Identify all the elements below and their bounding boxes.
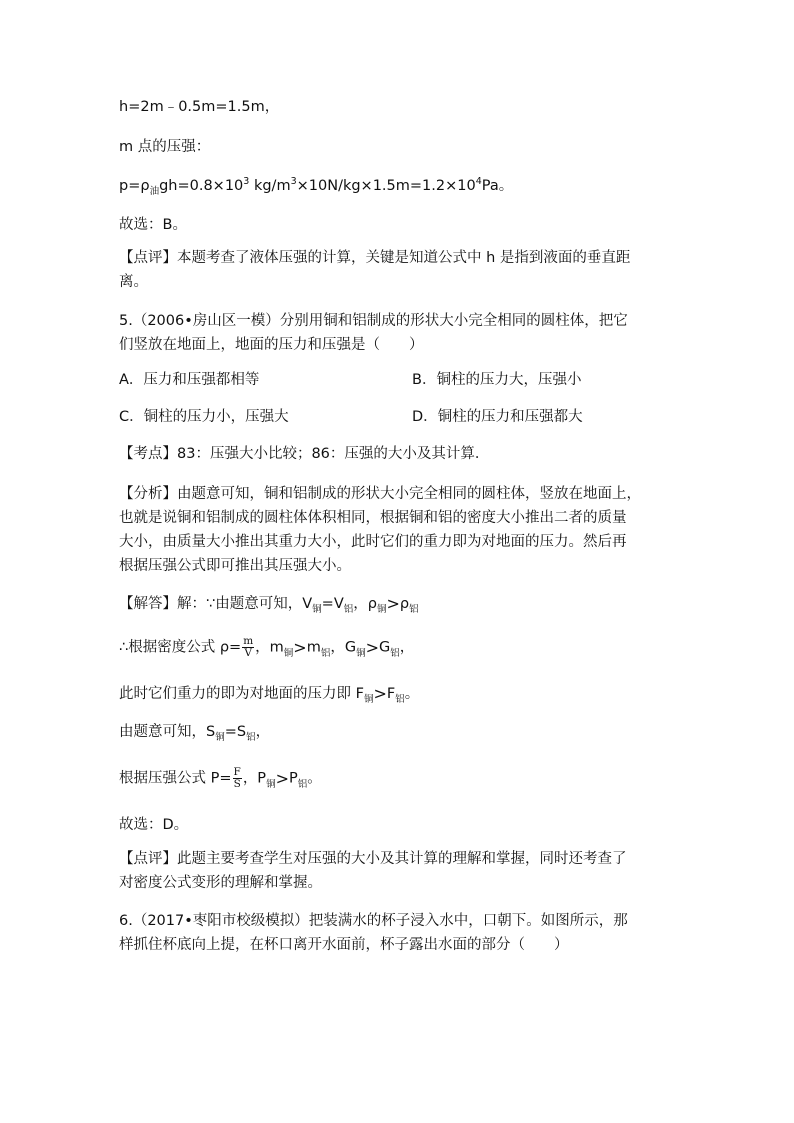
text: F bbox=[386, 686, 396, 702]
comment-line-1 bbox=[119, 248, 630, 268]
text: ，ρ bbox=[353, 596, 377, 612]
text: =S bbox=[224, 724, 247, 740]
analysis-line-2 bbox=[119, 508, 627, 528]
text: P bbox=[288, 770, 298, 787]
topic-line bbox=[119, 444, 489, 464]
subscript: 铜 bbox=[312, 604, 322, 615]
text: ， bbox=[399, 639, 415, 656]
subscript: 铝 bbox=[343, 604, 354, 615]
fraction-denominator: S bbox=[233, 778, 241, 790]
text: =V bbox=[321, 596, 344, 612]
subscript: 铝 bbox=[297, 778, 308, 790]
text: m 点的压强： bbox=[119, 139, 211, 155]
text: 离。 bbox=[119, 274, 148, 290]
option-c: C．铜柱的压力小，压强大 bbox=[119, 409, 289, 425]
subscript: 铜 bbox=[283, 647, 294, 659]
comment-2-line-2 bbox=[119, 873, 322, 893]
density-fraction bbox=[242, 636, 254, 659]
text: h=2m﹣0.5m=1.5m， bbox=[119, 99, 280, 115]
greater-than-sign: > bbox=[386, 594, 400, 613]
text: ，m bbox=[255, 639, 284, 656]
option-a: A．压力和压强都相等 bbox=[119, 372, 260, 388]
subscript: 铝 bbox=[390, 647, 400, 659]
text: G bbox=[379, 639, 391, 656]
subscript: 铜 bbox=[266, 778, 276, 790]
text: gh=0.8×10 bbox=[159, 178, 244, 194]
solution-line-1 bbox=[119, 593, 419, 616]
subscript: 铜 bbox=[215, 732, 225, 743]
text: ，P bbox=[242, 770, 267, 787]
question-6-line-1 bbox=[119, 911, 628, 931]
analysis-line-3 bbox=[119, 532, 627, 552]
text: 【考点】83：压强大小比较；86：压强的大小及其计算． bbox=[119, 446, 490, 462]
pressure-at-m-label bbox=[119, 137, 210, 157]
fraction-numerator: F bbox=[233, 766, 241, 778]
text: 。 bbox=[307, 770, 322, 787]
answer-b-line bbox=[119, 215, 187, 235]
text: 也就是说铜和铝制成的圆柱体体积相同，根据铜和铝的密度大小推出二者的质量 bbox=[119, 510, 627, 526]
text: 根据压强公式即可推出其压强大小。 bbox=[119, 558, 351, 574]
text: Pa。 bbox=[481, 178, 514, 194]
subscript: 铜 bbox=[356, 647, 366, 659]
option-b: B．铜柱的压力大，压强小 bbox=[412, 372, 582, 388]
text: 5.（2006•房山区一模）分别用铜和铝制成的形状大小完全相同的圆柱体，把它 bbox=[119, 313, 628, 329]
subscript: 铜 bbox=[363, 694, 374, 705]
text: 【分析】由题意可知，铜和铝制成的形状大小完全相同的圆柱体，竖放在地面上， bbox=[119, 486, 641, 502]
text: 根据压强公式 P= bbox=[119, 770, 232, 787]
text: ∴根据密度公式 ρ= bbox=[119, 639, 242, 656]
question-5-line-2 bbox=[119, 335, 424, 355]
subscript: 铝 bbox=[395, 694, 405, 705]
analysis-line-4 bbox=[119, 556, 351, 576]
question-5-line-1 bbox=[119, 311, 628, 331]
text: ρ bbox=[399, 596, 410, 612]
superscript: 3 bbox=[290, 176, 297, 187]
text: m bbox=[306, 639, 321, 656]
text: 由题意可知，S bbox=[119, 724, 216, 740]
subscript: 铝 bbox=[246, 732, 256, 743]
greater-than-sign: > bbox=[373, 684, 387, 703]
comment-2-line-1 bbox=[119, 849, 627, 869]
fraction-denominator: V bbox=[244, 647, 252, 659]
pressure-fraction bbox=[233, 767, 242, 790]
option-d: D．铜柱的压力和压强都大 bbox=[412, 409, 583, 425]
subscript: 铝 bbox=[409, 604, 419, 615]
solution-line-5 bbox=[119, 767, 322, 791]
text: 【点评】此题主要考查学生对压强的大小及其计算的理解和掌握，同时还考查了 bbox=[119, 851, 627, 867]
text: 故选：D。 bbox=[119, 817, 189, 833]
subscript: 油 bbox=[149, 186, 160, 197]
subscript: 铝 bbox=[320, 647, 331, 659]
text: ， bbox=[255, 724, 271, 740]
pressure-formula-line bbox=[119, 176, 513, 198]
comment-line-2 bbox=[119, 272, 148, 292]
text: ×10N/kg×1.5m=1.2×10 bbox=[296, 178, 476, 194]
greater-than-sign: > bbox=[365, 637, 380, 657]
question-6-line-2 bbox=[119, 935, 569, 955]
text: 【点评】本题考查了液体压强的计算，关键是知道公式中 h 是指到液面的垂直距 bbox=[119, 250, 631, 266]
fraction-numerator: m bbox=[243, 635, 254, 647]
text: 【解答】解：∵由题意可知，V bbox=[119, 596, 313, 612]
text: 故选：B。 bbox=[119, 217, 187, 233]
answer-d-line bbox=[119, 815, 188, 835]
solution-line-2 bbox=[119, 636, 414, 660]
calc-height-line bbox=[119, 97, 279, 117]
text: ，G bbox=[330, 639, 357, 656]
solution-line-3 bbox=[119, 683, 419, 706]
text: 6.（2017•枣阳市校级模拟）把装满水的杯子浸入水中，口朝下。如图所示，那 bbox=[119, 913, 628, 929]
superscript: 3 bbox=[243, 176, 250, 187]
subscript: 铜 bbox=[376, 604, 387, 615]
text: 样抓住杯底向上提，在杯口离开水面前，杯子露出水面的部分（ ） bbox=[119, 937, 569, 953]
text: 们竖放在地面上，地面的压力和压强是（ ） bbox=[119, 337, 424, 353]
greater-than-sign: > bbox=[275, 768, 289, 788]
text: 对密度公式变形的理解和掌握。 bbox=[119, 875, 322, 891]
analysis-line-1 bbox=[119, 484, 641, 504]
text: 大小，由质量大小推出其重力大小，此时它们的重力即为对地面的压力。然后再 bbox=[119, 534, 627, 550]
text: 此时它们重力的即为对地面的压力即 F bbox=[119, 686, 364, 702]
text: kg/m bbox=[249, 178, 291, 194]
greater-than-sign: > bbox=[293, 637, 307, 657]
superscript: 4 bbox=[475, 176, 482, 187]
text: 。 bbox=[404, 686, 420, 702]
solution-line-4 bbox=[119, 722, 270, 744]
text: p=ρ bbox=[119, 178, 150, 194]
